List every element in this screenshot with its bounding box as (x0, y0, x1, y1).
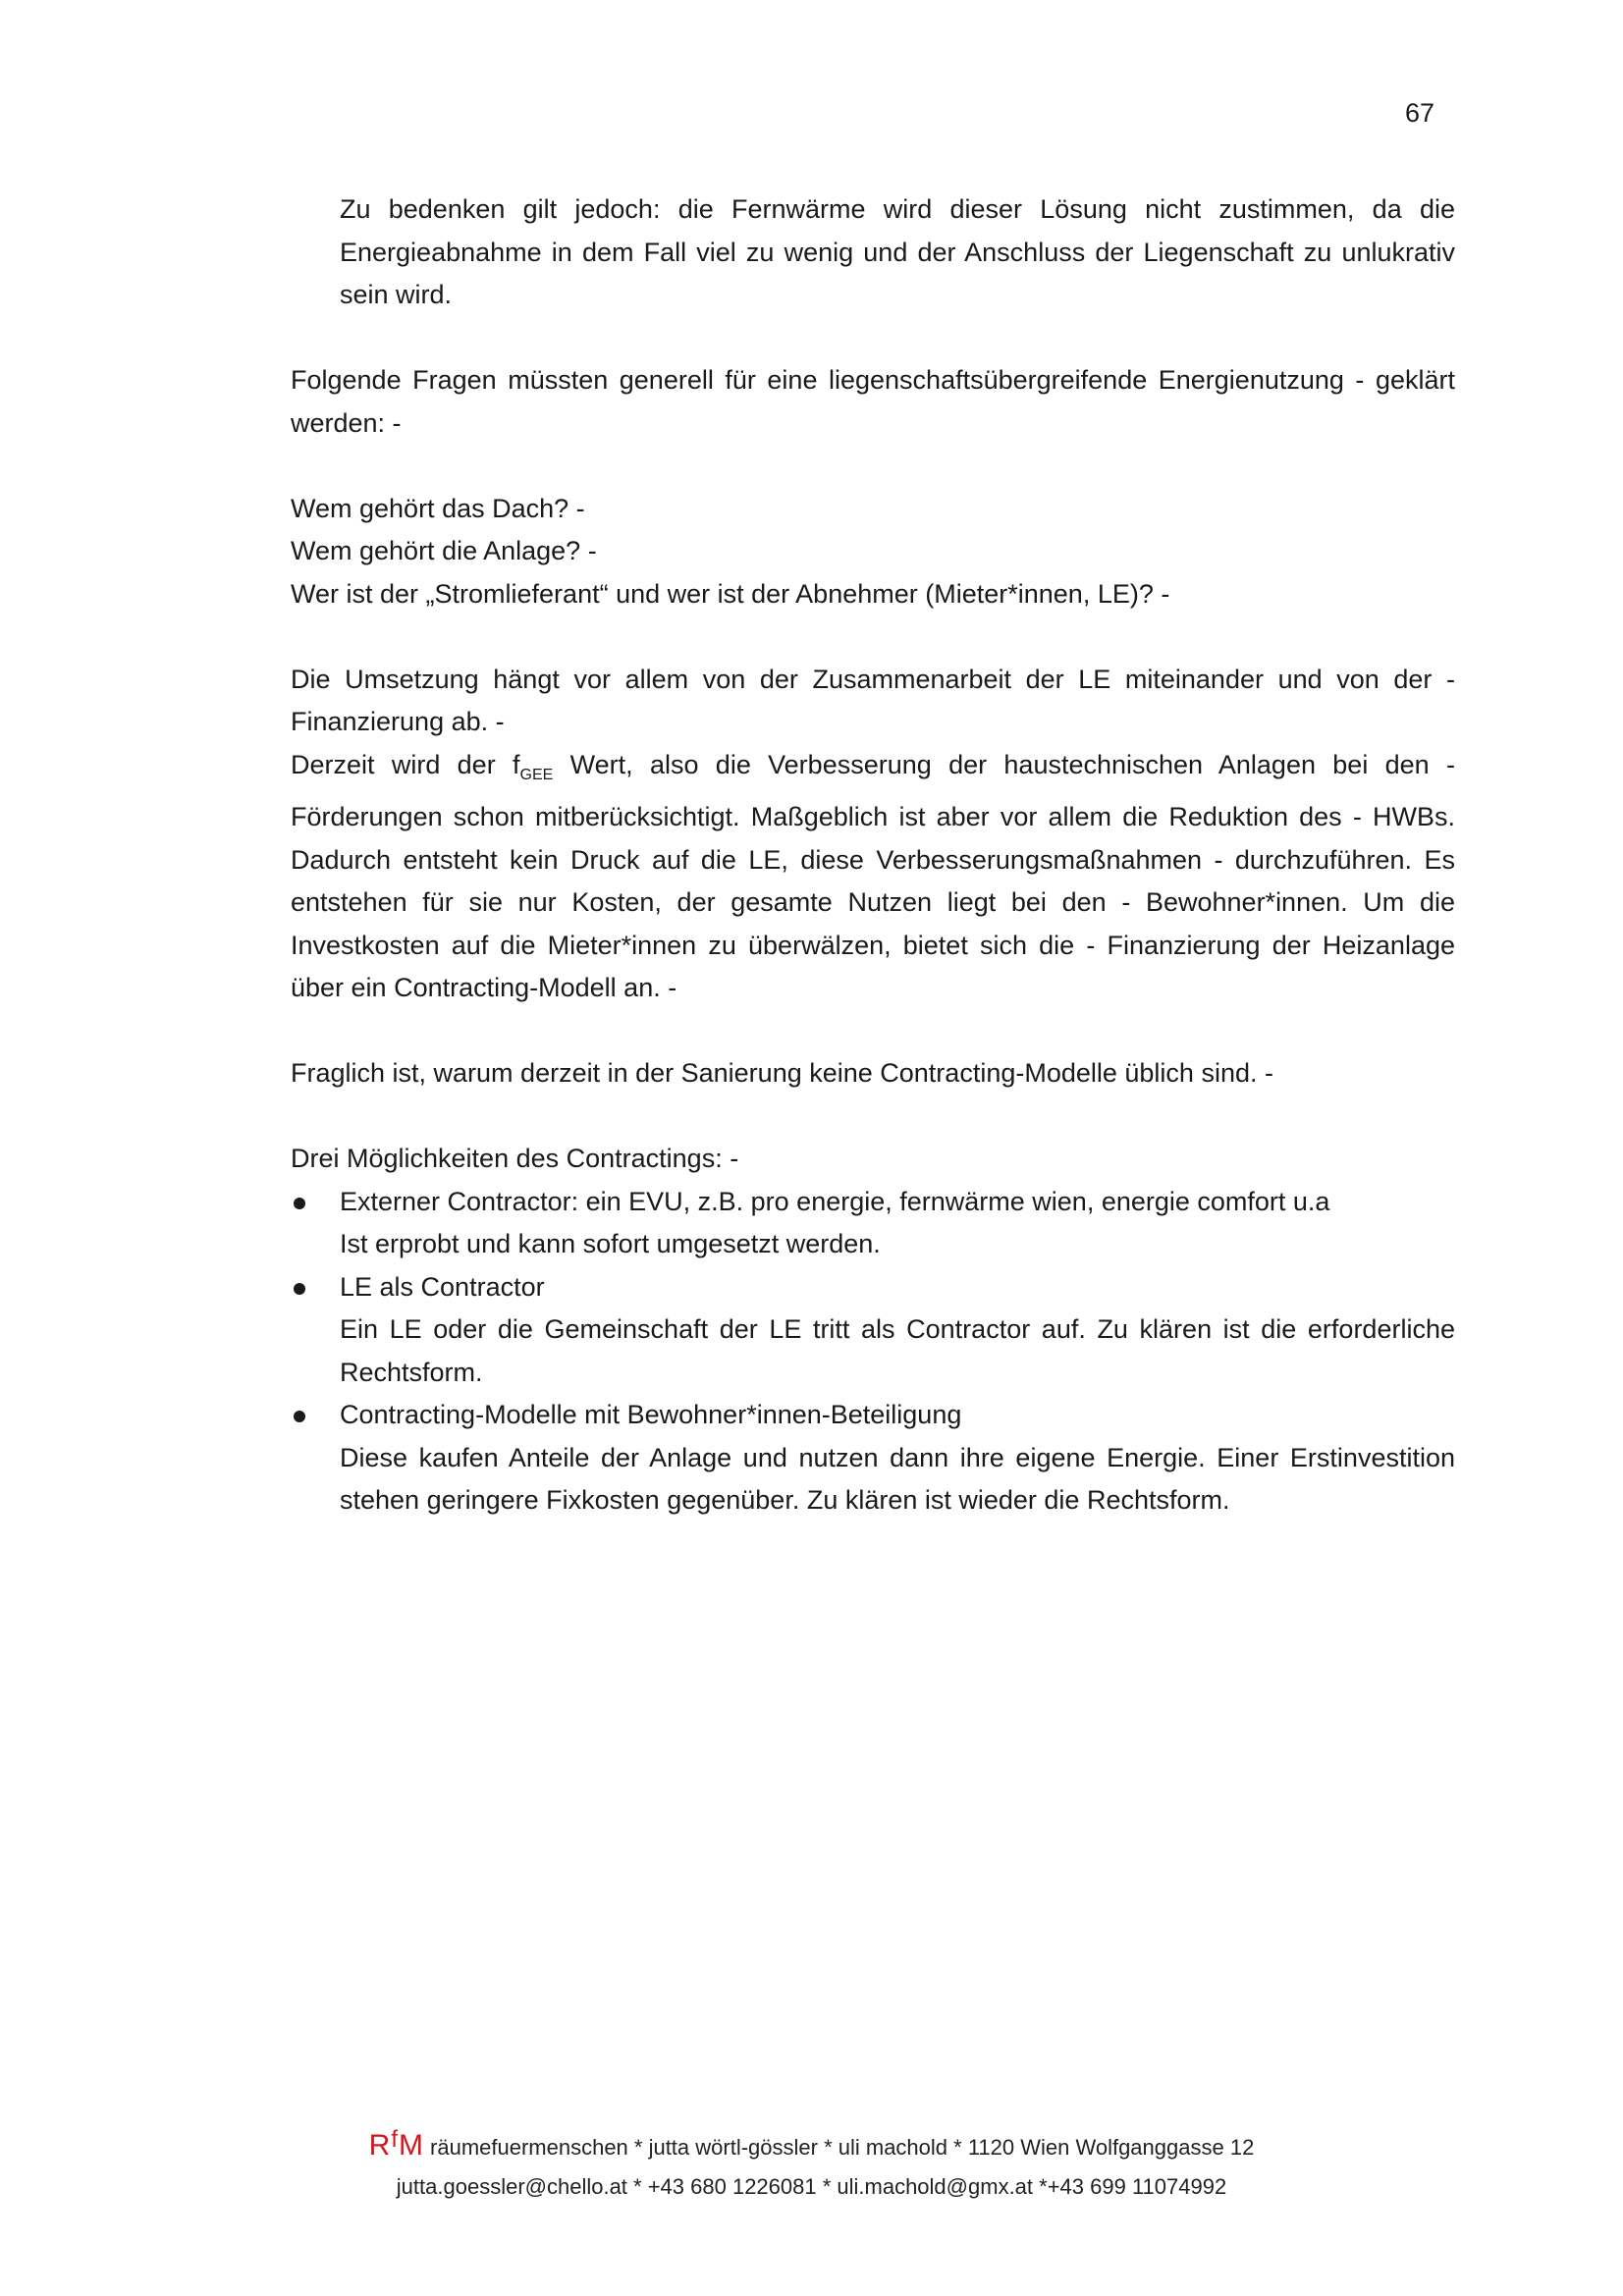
fgee-text-before: Derzeit wird der f (291, 749, 520, 779)
bullet-icon (294, 1198, 305, 1209)
list-item (291, 1181, 1455, 1266)
footer-address-text: räumefuermenschen * jutta wörtl-gössler * uli machold * 1120 Wien Wolfganggasse 12 (430, 2135, 1255, 2160)
question-roof: Wem gehört das Dach? - (291, 493, 585, 523)
list-item (291, 1394, 1455, 1522)
list-item-text: Ein LE oder die Gemeinschaft der LE tritt als Contractor auf. Zu klären ist die erforderliche Rechtsform. (340, 1314, 1455, 1387)
fgee-subscript: GEE (519, 766, 554, 783)
contracting-options-list (291, 1181, 1455, 1522)
list-item-text: Ist erprobt und kann sofort umgesetzt werden. (340, 1229, 881, 1258)
paragraph-implementation: Die Umsetzung hängt vor allem von der Zusammenarbeit der LE miteinander und von der - Finanzierung ab. - (291, 664, 1455, 736)
footer-contact: jutta.goessler@chello.at * +43 680 1226081 * uli.machold@gmx.at *+43 699 11074992 (396, 2174, 1227, 2199)
bullet-icon (294, 1411, 305, 1422)
footer-address (0, 2126, 1623, 2163)
paragraph-questions-intro: Folgende Fragen müssten generell für eine liegenschaftsübergreifende Energienutzung - geklärt werden: - (291, 365, 1455, 438)
list-item-text: Diese kaufen Anteile der Anlage und nutzen dann ihre eigene Energie. Einer Erstinvestition stehen geringere Fixkosten gegenüber. Zu klären ist wieder die Rechtsform. (340, 1442, 1455, 1515)
list-item-title: Externer Contractor: ein EVU, z.B. pro energie, fernwärme wien, energie comfort u.a (340, 1186, 1330, 1216)
fgee-text-after: Wert, also die Verbesserung der haustechnischen Anlagen bei den - Förderungen schon mitberücksichtigt. Maßgeblich ist aber vor allem die Reduktion des - HWBs. Dadurch entsteht kein Druck auf die LE, diese Verbesserungsmaßnahmen - durchzuführen. Es entstehen für sie nur Kosten, der gesamte Nutzen liegt bei den - Bewohner*innen. Um die Investkosten auf die Mieter*innen zu überwälzen, bietet sich die - Finanzierung der Heizanlage über ein Contracting-Modell an. - (291, 749, 1455, 1002)
page-number: 67 (1404, 98, 1434, 128)
question-installation: Wem gehört die Anlage? - (291, 536, 597, 565)
rfm-logo: $R^fM$ (368, 2126, 425, 2162)
list-item-title: Contracting-Modelle mit Bewohner*innen-Beteiligung (340, 1400, 962, 1429)
paragraph-fgee (291, 744, 1455, 1010)
list-item (291, 1266, 1455, 1395)
document-body (291, 188, 1455, 1522)
question-supplier: Wer ist der „Stromlieferant“ und wer ist der Abnehmer (Mieter*innen, LE)? - (291, 578, 1170, 609)
paragraph-question-contracting: Fraglich ist, warum derzeit in der Sanierung keine Contracting-Modelle üblich sind. - (291, 1058, 1273, 1088)
paragraph-district-heating: Zu bedenken gilt jedoch: die Fernwärme wird dieser Lösung nicht zustimmen, da die Energieabnahme in dem Fall viel zu wenig und der Anschluss der Liegenschaft zu unlukrativ sein wird. (340, 194, 1455, 309)
list-item-title: LE als Contractor (340, 1271, 545, 1302)
bullet-icon (294, 1283, 305, 1295)
paragraph-contracting-options: Drei Möglichkeiten des Contractings: - (291, 1144, 739, 1173)
